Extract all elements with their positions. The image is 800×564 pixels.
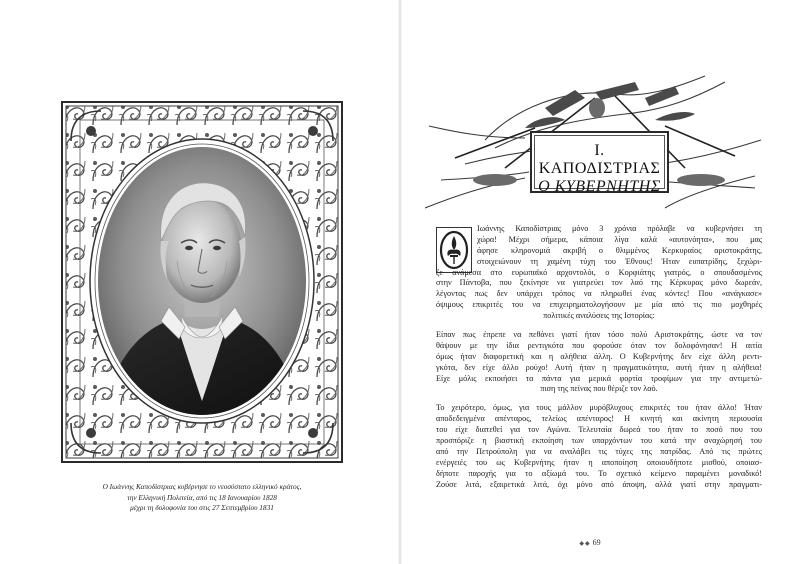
paragraph-1 xyxy=(436,224,762,322)
paragraph-3 xyxy=(436,403,762,490)
chapter-title-box xyxy=(530,131,669,193)
chapter-subtitle: Ο ΚΥΒΕΡΝΗΤΗΣ xyxy=(538,178,661,195)
text-line: πιση της πείνας που θέριζε τον λαό. xyxy=(540,384,658,394)
text-line: Ζούσε λιτά, εξαιρετικά λιτά, όχι μόνο από άποψη, αλλά γιατί στην πραγματι- xyxy=(436,479,762,489)
text-line: Είπαν πως έπρεπε να πεθάνει γιατί ήταν τόσο πολύ Αριστοκράτης, ώστε να τον xyxy=(436,330,762,340)
folio-ornament-icon: ◆◆ xyxy=(579,541,591,547)
caption-line: την Ελληνική Πολιτεία, από τις 18 Ιανουαρίου 1828 xyxy=(127,492,277,502)
text-line: γκότα, δεν είχε άλλο ρούχο! Αυτή ήταν η πραγματικότητα, αυτή ήταν η αλήθεια! xyxy=(436,362,762,372)
text-line: του είχε διατεθεί για τον Αγώνα. Τελευταία δωρεά του ήταν το ποσό που του xyxy=(436,425,762,435)
caption-line: Ο Ιωάννης Καποδίστριας κυβέρνησε το νεοσύστατο ελληνικό κράτος, xyxy=(102,482,302,491)
text-line: ζε ανάμεσα στο ευρωπαϊκό αρχοντολόι, ο Κορφιάτης γιατρός, ο σπουδασμένος xyxy=(436,267,762,277)
text-line: αποδεδειγμένα απένταρος, τελείως απένταρος! Η κινητή και ακίνητη περιουσία xyxy=(436,414,762,424)
page-number-value: 69 xyxy=(592,538,601,547)
text-line: χώρα! Μέχρι σήμερα, κάποια λίγα καλά «αυτονόητα», που μας xyxy=(477,234,762,244)
text-line: στοιχειώνουν τη χαμένη τύχη του Έθνους! Ήταν ευπατρίδης, ξεχώρι- xyxy=(477,256,762,266)
text-line: δήποτε παροχής για το αξίωμά του. Το σχετικό κείμενο παραμένει μοναδικό! xyxy=(436,468,762,478)
text-line: Το χειρότερο, όμως, για τους μάλλον μυρόβλυχους επικριτές του ήταν άλλο! Ήταν xyxy=(436,403,762,413)
text-line: στην Πάντοβα, που ξεκίνησε να γιατρεύει τον λαό της Κέρκυρας μόνο δωρεάν, xyxy=(436,278,762,288)
paragraph-2 xyxy=(436,330,762,395)
text-line: από την Πετρούπολη για να αναλάβει τις τύχες της πατρίδας. Από τις πρώτες xyxy=(436,446,762,456)
text-line: πολιτικές αναλύσεις της Ιστορίας: xyxy=(543,311,655,321)
text-line: ενέργειές του ως Κυβερνήτης ήταν η αποποίηση οποιουδήποτε μισθού, οποιασ- xyxy=(436,457,762,467)
text-line: Είχε μόλις εκποιήσει τα πάντα για μερικά φορτία τροφίμων για την αντιμετώ- xyxy=(436,373,762,383)
chapter-title: I. ΚΑΠΟΔΙΣΤΡΙΑΣ xyxy=(538,142,661,177)
portrait-caption xyxy=(60,482,344,514)
text-line: όμως ήταν διαφορετική και η αλήθεια άλλη. Ο Κυβερνήτης δεν είχε άλλη ρεντι- xyxy=(436,351,762,361)
page-number xyxy=(560,538,620,547)
text-line: Ιωάννης Καποδίστριας μόνο 3 χρόνια πρόλαβε να κυβερνήσει τη xyxy=(477,224,762,233)
book-gutter xyxy=(398,0,402,564)
text-line: όψιμους επικριτές του να επιχειρηματολογήσουν με μία από τις πιο μοχθηρές xyxy=(436,300,762,310)
portrait-illustration xyxy=(61,101,343,463)
text-line: άφησε κληρονομιά ακριβή ο θλιμμένος Κερκυραίος αριστοκράτης, xyxy=(477,245,762,255)
text-line: θάψουν με την ίδια ρεντιγκότα που φορούσε όταν τον δολοφόνησαν! Η αιτία xyxy=(436,340,762,350)
portrait-frame xyxy=(61,101,343,463)
caption-line: μέχρι τη δολοφονία του στις 27 Σεπτεμβρίου 1831 xyxy=(130,503,274,512)
text-line: προσπόριζε η βιαστική εκποίηση των υπαρχόντων του κατά την αναχώρησή του xyxy=(436,436,762,446)
chapter-body-text xyxy=(436,224,762,498)
text-line: λέγοντας πως δεν υπάρχει τρόπος να πληρωθεί ένας κόντες! Που «ανάγκασε» xyxy=(436,289,762,299)
